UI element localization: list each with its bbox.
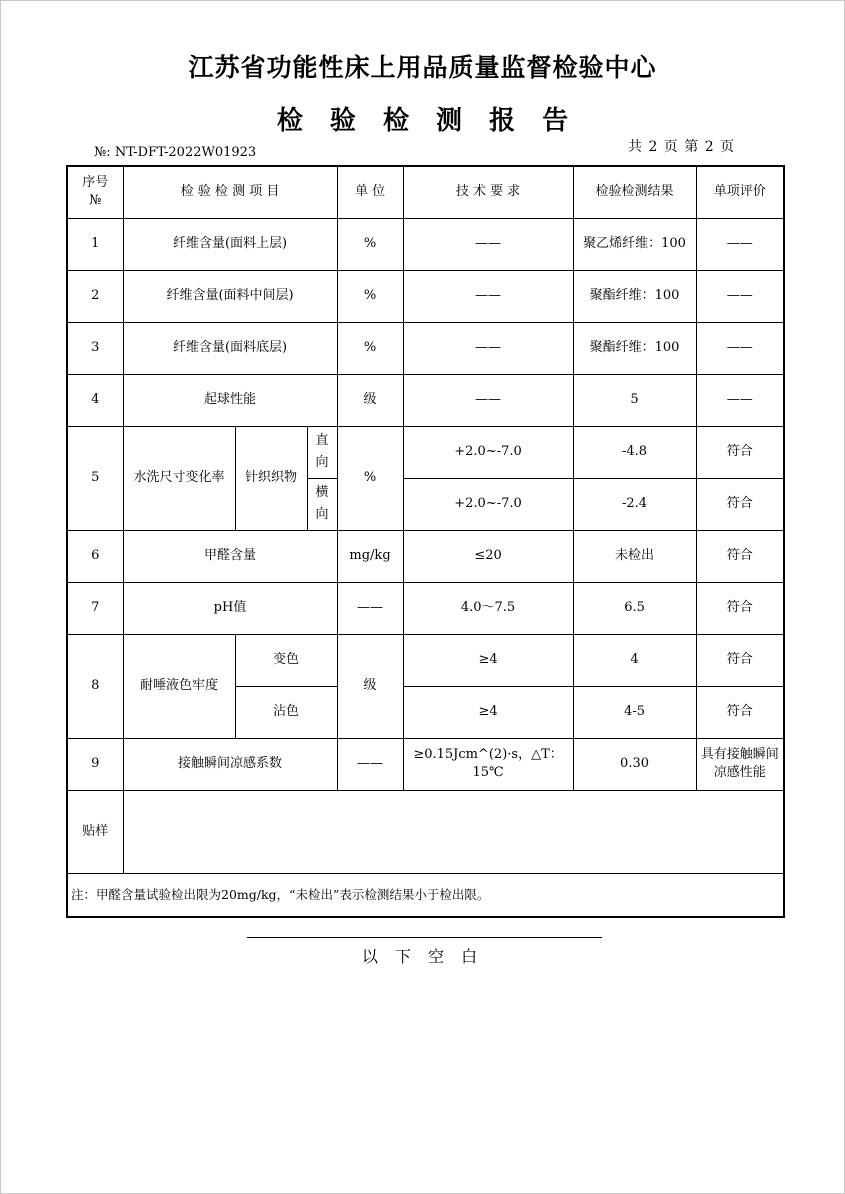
row-result: 4-5: [573, 686, 696, 738]
row-requirement: ——: [403, 218, 573, 270]
header-evaluation: 单项评价: [696, 166, 784, 218]
row-unit: ——: [337, 738, 403, 790]
note-row: [67, 873, 784, 917]
row-direction: 横向: [307, 478, 337, 530]
row-result: 未检出: [573, 530, 696, 582]
row-evaluation: 符合: [696, 426, 784, 478]
row-seq: 7: [67, 582, 123, 634]
page-info: 共 2 页 第 2 页: [628, 139, 736, 155]
row-evaluation: 符合: [696, 686, 784, 738]
row-requirement: ≥4: [403, 686, 573, 738]
table-row: [67, 530, 784, 582]
table-row: [67, 218, 784, 270]
end-divider: [247, 937, 602, 938]
row-item: 甲醛含量: [123, 530, 337, 582]
row-item: 纤维含量(面料底层): [123, 322, 337, 374]
table-row: [67, 634, 784, 686]
row-evaluation: ——: [696, 218, 784, 270]
sample-label: 贴样: [67, 790, 123, 873]
row-result: 4: [573, 634, 696, 686]
header-seq: 序号 №: [67, 166, 123, 218]
row-requirement: ≥0.15Jcm^(2)·s，△T：15℃: [403, 738, 573, 790]
row-unit: ——: [337, 582, 403, 634]
row-seq: 3: [67, 322, 123, 374]
row-item: 接触瞬间凉感系数: [123, 738, 337, 790]
row-requirement: +2.0~-7.0: [403, 478, 573, 530]
row-requirement: 4.0～7.5: [403, 582, 573, 634]
institution-title: 江苏省功能性床上用品质量监督检验中心: [188, 53, 657, 82]
row-item: 水洗尺寸变化率: [123, 426, 235, 530]
row-subitem: 变色: [235, 634, 337, 686]
row-item: 纤维含量(面料上层): [123, 218, 337, 270]
row-result: -4.8: [573, 426, 696, 478]
row-item: 纤维含量(面料中间层): [123, 270, 337, 322]
row-item: 起球性能: [123, 374, 337, 426]
row-requirement: ≤20: [403, 530, 573, 582]
sample-area: [123, 790, 784, 873]
row-item: pH值: [123, 582, 337, 634]
row-evaluation: 符合: [696, 582, 784, 634]
row-subitem: 针织织物: [235, 426, 307, 530]
row-evaluation: 符合: [696, 478, 784, 530]
row-seq: 1: [67, 218, 123, 270]
blank-notice: 以 下 空 白: [361, 947, 484, 966]
header-requirement: 技 术 要 求: [403, 166, 573, 218]
row-evaluation: 具有接触瞬间凉感性能: [696, 738, 784, 790]
row-result: 6.5: [573, 582, 696, 634]
row-seq: 6: [67, 530, 123, 582]
row-seq: 2: [67, 270, 123, 322]
report-title: 检 验 检 测 报 告: [276, 106, 569, 136]
row-evaluation: 符合: [696, 634, 784, 686]
row-evaluation: 符合: [696, 530, 784, 582]
row-evaluation: ——: [696, 270, 784, 322]
row-result: -2.4: [573, 478, 696, 530]
row-requirement: ——: [403, 322, 573, 374]
row-unit: 级: [337, 634, 403, 738]
row-seq: 5: [67, 426, 123, 530]
header-item: 检 验 检 测 项 目: [123, 166, 337, 218]
row-result: 聚酯纤维：100: [573, 270, 696, 322]
row-seq: 4: [67, 374, 123, 426]
header-result: 检验检测结果: [573, 166, 696, 218]
inspection-table: [66, 165, 785, 918]
header-unit: 单 位: [337, 166, 403, 218]
table-row: [67, 426, 784, 478]
row-result: 0.30: [573, 738, 696, 790]
table-row: [67, 374, 784, 426]
row-requirement: ——: [403, 374, 573, 426]
row-unit: %: [337, 218, 403, 270]
row-seq: 9: [67, 738, 123, 790]
row-requirement: ——: [403, 270, 573, 322]
table-header-row: [67, 166, 784, 218]
row-unit: %: [337, 322, 403, 374]
row-requirement: ≥4: [403, 634, 573, 686]
row-direction: 直向: [307, 426, 337, 478]
row-item: 耐唾液色牢度: [123, 634, 235, 738]
row-result: 5: [573, 374, 696, 426]
sample-row: [67, 790, 784, 873]
row-seq: 8: [67, 634, 123, 738]
row-requirement: +2.0~-7.0: [403, 426, 573, 478]
row-unit: mg/kg: [337, 530, 403, 582]
table-row: [67, 738, 784, 790]
row-unit: %: [337, 270, 403, 322]
row-evaluation: ——: [696, 374, 784, 426]
row-result: 聚酯纤维：100: [573, 322, 696, 374]
row-evaluation: ——: [696, 322, 784, 374]
note-text: 注：甲醛含量试验检出限为20mg/kg，“未检出”表示检测结果小于检出限。: [67, 873, 784, 917]
table-row: [67, 270, 784, 322]
report-number: №: NT-DFT-2022W01923: [94, 145, 257, 160]
table-row: [67, 582, 784, 634]
row-result: 聚乙烯纤维：100: [573, 218, 696, 270]
row-unit: %: [337, 426, 403, 530]
table-row: [67, 322, 784, 374]
row-subitem: 沾色: [235, 686, 337, 738]
row-unit: 级: [337, 374, 403, 426]
